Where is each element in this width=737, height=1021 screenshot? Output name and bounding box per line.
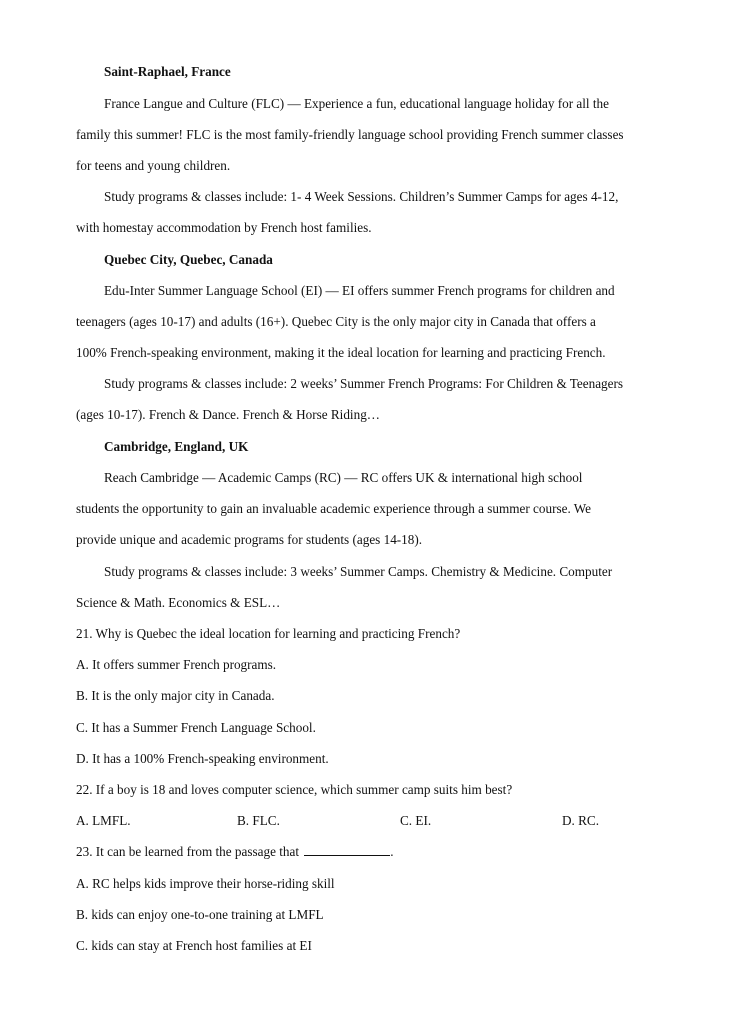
question-22-options	[76, 812, 656, 830]
paragraph-line: for teens and young children.	[76, 158, 231, 173]
programs-line: Study programs & classes include: 1- 4 Week Sessions. Children’s Summer Camps for ages 4-12,	[104, 189, 619, 204]
paragraph-line: Reach Cambridge — Academic Camps (RC) — RC offers UK & international high school	[104, 470, 583, 485]
paragraph-line: teenagers (ages 10-17) and adults (16+). Quebec City is the only major city in Canada that offers a	[76, 314, 596, 329]
question-23-option-c: C. kids can stay at French host families at EI	[76, 938, 312, 953]
question-22-option-c: C. EI.	[400, 813, 432, 828]
answer-blank	[304, 843, 390, 856]
programs-line: with homestay accommodation by French host families.	[76, 220, 372, 235]
section-heading-quebec: Quebec City, Quebec, Canada	[104, 252, 273, 267]
paragraph-line: students the opportunity to gain an invaluable academic experience through a summer course. We	[76, 501, 592, 516]
question-21-option-a: A. It offers summer French programs.	[76, 657, 277, 672]
question-22-option-d: D. RC.	[562, 813, 600, 828]
section-heading-saint-raphael: Saint-Raphael, France	[104, 64, 231, 79]
question-21-option-d: D. It has a 100% French-speaking environment.	[76, 751, 329, 766]
programs-line: (ages 10-17). French & Dance. French & Horse Riding…	[76, 407, 380, 422]
question-22-option-a: A. LMFL.	[76, 813, 131, 828]
programs-line: Science & Math. Economics & ESL…	[76, 595, 281, 610]
section-heading-cambridge: Cambridge, England, UK	[104, 439, 249, 454]
paragraph-line: Edu-Inter Summer Language School (EI) — EI offers summer French programs for children and	[104, 283, 615, 298]
paragraph-line: France Langue and Culture (FLC) — Experience a fun, educational language holiday for all the	[104, 96, 609, 111]
question-23-stem-end: .	[390, 844, 394, 859]
question-22-option-b: B. FLC.	[237, 813, 280, 828]
question-21-stem: 21. Why is Quebec the ideal location for learning and practicing French?	[76, 626, 461, 641]
question-23-option-a: A. RC helps kids improve their horse-riding skill	[76, 876, 335, 891]
programs-line: Study programs & classes include: 3 weeks’ Summer Camps. Chemistry & Medicine. Computer	[104, 564, 613, 579]
question-21-option-c: C. It has a Summer French Language School.	[76, 720, 316, 735]
question-23-option-b: B. kids can enjoy one-to-one training at LMFL	[76, 907, 324, 922]
question-21-option-b: B. It is the only major city in Canada.	[76, 688, 275, 703]
paragraph-line: provide unique and academic programs for students (ages 14-18).	[76, 532, 423, 547]
paragraph-line: 100% French-speaking environment, making it the ideal location for learning and practicing French.	[76, 345, 606, 360]
question-23-stem-row	[76, 843, 666, 861]
programs-line: Study programs & classes include: 2 weeks’ Summer French Programs: For Children & Teenagers	[104, 376, 624, 391]
paragraph-line: family this summer! FLC is the most family-friendly language school providing French summer classes	[76, 127, 624, 142]
question-23-stem: 23. It can be learned from the passage that	[76, 844, 299, 859]
question-22-stem: 22. If a boy is 18 and loves computer science, which summer camp suits him best?	[76, 782, 513, 797]
